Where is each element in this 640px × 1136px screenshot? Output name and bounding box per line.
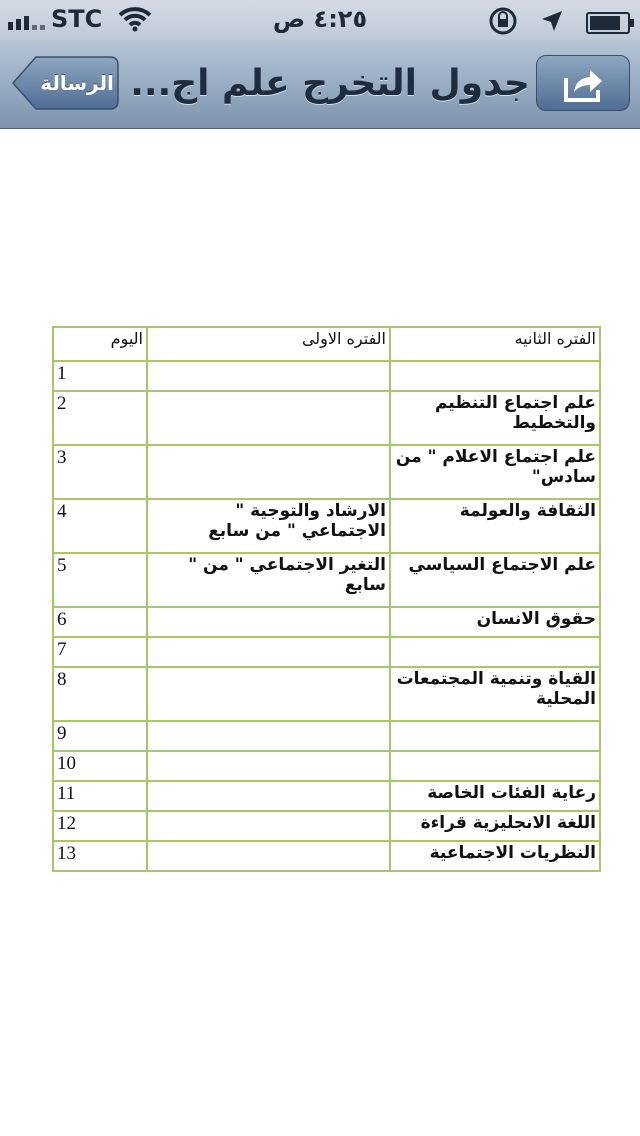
period-1-cell: التغير الاجتماعي " من " سابع xyxy=(147,553,390,607)
back-button-label: الرسالة xyxy=(40,71,114,95)
period-2-cell: الثقافة والعولمة xyxy=(390,499,600,553)
day-cell: 9 xyxy=(53,721,147,751)
day-cell: 4 xyxy=(53,499,147,553)
table-row xyxy=(53,607,600,637)
period-1-cell xyxy=(147,841,390,871)
day-cell: 11 xyxy=(53,781,147,811)
page-title: جدول التخرج علم اج... xyxy=(130,63,530,104)
table-row xyxy=(53,811,600,841)
period-1-cell xyxy=(147,811,390,841)
table-row xyxy=(53,499,600,553)
table-row xyxy=(53,637,600,667)
period-2-cell: حقوق الانسان xyxy=(390,607,600,637)
day-cell: 13 xyxy=(53,841,147,871)
period-2-cell xyxy=(390,751,600,781)
table-row xyxy=(53,667,600,721)
period-1-cell xyxy=(147,607,390,637)
table-row xyxy=(53,391,600,445)
period-2-cell: القياة وتنمية المجتمعات المحلية xyxy=(390,667,600,721)
day-cell: 6 xyxy=(53,607,147,637)
period-1-cell xyxy=(147,391,390,445)
table-row xyxy=(53,751,600,781)
period-1-cell xyxy=(147,445,390,499)
period-1-cell xyxy=(147,361,390,391)
status-time: ٤:٢٥ ص xyxy=(272,5,368,33)
header-day: اليوم xyxy=(53,327,147,361)
table-row xyxy=(53,553,600,607)
header-period-1: الفتره الاولى xyxy=(147,327,390,361)
period-2-cell: النظريات الاجتماعية xyxy=(390,841,600,871)
period-2-cell xyxy=(390,361,600,391)
table-row xyxy=(53,445,600,499)
period-2-cell: رعاية الفئات الخاصة xyxy=(390,781,600,811)
period-1-cell xyxy=(147,721,390,751)
period-1-cell xyxy=(147,781,390,811)
schedule-table xyxy=(52,326,601,872)
table-row xyxy=(53,781,600,811)
period-2-cell: علم اجتماع التنظيم والتخطيط xyxy=(390,391,600,445)
location-arrow-icon xyxy=(540,9,564,37)
status-bar xyxy=(0,0,640,40)
period-1-cell: الارشاد والتوجية " الاجتماعي " من سابع xyxy=(147,499,390,553)
day-cell: 5 xyxy=(53,553,147,607)
period-2-cell: علم اجتماع الاعلام " من سادس" xyxy=(390,445,600,499)
table-row xyxy=(53,361,600,391)
table-header-row xyxy=(53,327,600,361)
header-period-2: الفتره الثانيه xyxy=(390,327,600,361)
period-2-cell xyxy=(390,637,600,667)
period-1-cell xyxy=(147,667,390,721)
table-row xyxy=(53,841,600,871)
day-cell: 10 xyxy=(53,751,147,781)
carrier-name: STC xyxy=(51,5,103,33)
day-cell: 7 xyxy=(53,637,147,667)
rotation-lock-icon xyxy=(488,6,518,40)
period-2-cell: اللغة الانجليزية قراءة xyxy=(390,811,600,841)
day-cell: 3 xyxy=(53,445,147,499)
day-cell: 12 xyxy=(53,811,147,841)
back-button[interactable] xyxy=(12,55,120,111)
period-2-cell: علم الاجتماع السياسي xyxy=(390,553,600,607)
period-1-cell xyxy=(147,637,390,667)
day-cell: 1 xyxy=(53,361,147,391)
share-button[interactable] xyxy=(536,55,630,111)
table-row xyxy=(53,721,600,751)
battery-icon xyxy=(586,12,630,34)
day-cell: 2 xyxy=(53,391,147,445)
day-cell: 8 xyxy=(53,667,147,721)
share-arrow-icon xyxy=(562,64,606,104)
period-1-cell xyxy=(147,751,390,781)
navigation-bar xyxy=(0,40,640,129)
period-2-cell xyxy=(390,721,600,751)
